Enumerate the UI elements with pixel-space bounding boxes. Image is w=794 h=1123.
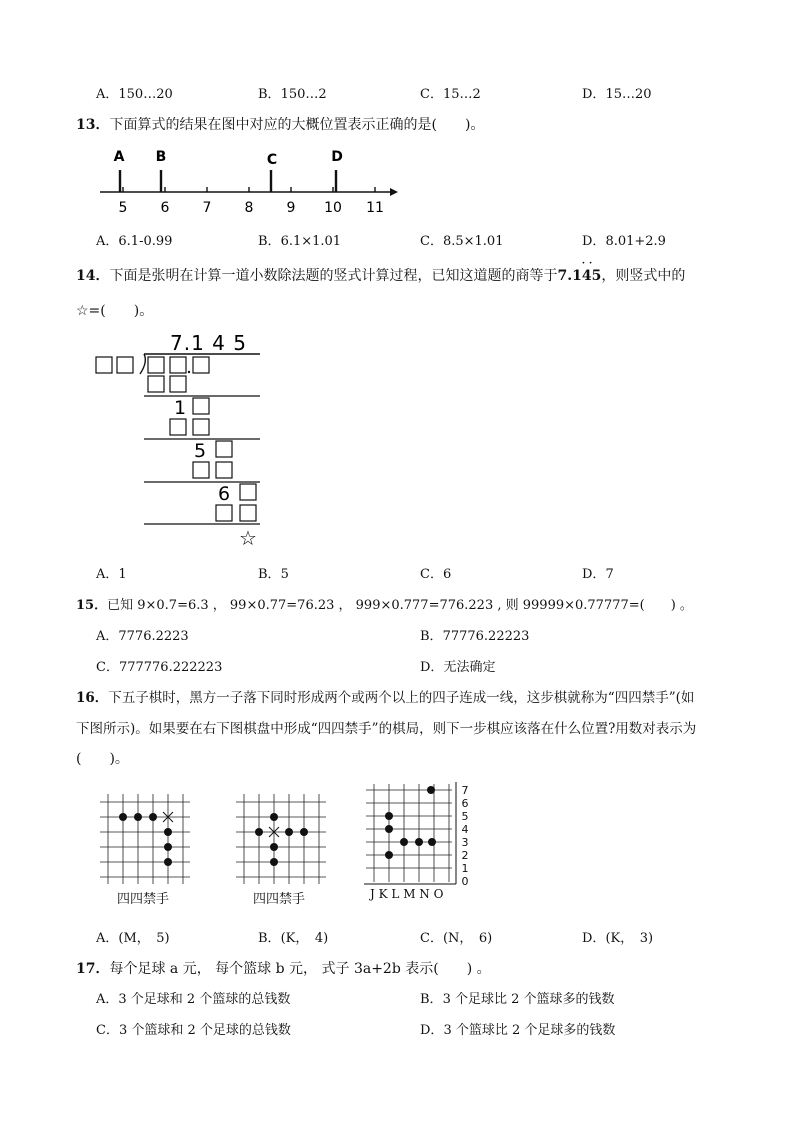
product-box — [193, 419, 209, 435]
black-stone — [415, 838, 423, 846]
divisor-box — [96, 357, 112, 373]
q12-option-a: A．150…20 — [96, 87, 173, 102]
black-stone — [270, 813, 278, 821]
dividend-box — [170, 357, 186, 373]
black-stone — [255, 828, 263, 836]
black-stone — [164, 843, 172, 851]
remainder-box — [193, 398, 209, 414]
board-grid — [366, 784, 452, 882]
gomoku-board-question — [362, 780, 472, 890]
product-box — [216, 462, 232, 478]
remainder-digit: 5 — [194, 440, 207, 462]
long-division-figure — [90, 330, 270, 552]
gomoku-board-example-2 — [232, 790, 332, 885]
tick-label: 7 — [202, 200, 212, 216]
dividend-box — [193, 357, 209, 373]
q12-option-d: D．15…20 — [582, 87, 652, 102]
q15-option-c: C．777776.222223 — [96, 660, 223, 675]
tick-label: 8 — [244, 200, 254, 216]
dividend-box — [148, 357, 164, 373]
q13-stem: 13．下面算式的结果在图中对应的大概位置表示正确的是( )。 — [76, 117, 485, 133]
q15-option-a: A．7776.2223 — [96, 629, 189, 644]
division-bracket — [140, 354, 145, 374]
row-label: 1 — [461, 862, 469, 875]
q13-option-c: C．8.5×1.01 — [420, 234, 504, 249]
remainder-box — [240, 484, 256, 500]
tick-label: 6 — [160, 200, 170, 216]
product-box — [193, 462, 209, 478]
q16-stem-line2: 下图所示)。如果要在右下图棋盘中形成“四四禁手”的棋局，则下一步棋应该落在什么位置?用数对表示为 — [76, 721, 697, 737]
tick-label: 10 — [324, 200, 342, 216]
product-box — [148, 376, 164, 392]
black-stone — [385, 851, 393, 859]
quotient-value: 7.1 ·· 45 — [557, 259, 602, 284]
black-stone — [270, 843, 278, 851]
black-stone — [385, 812, 393, 820]
q16-stem-line3: ( )。 — [76, 751, 129, 767]
quotient-digits: 7.1 4 5 — [170, 331, 247, 355]
black-stone — [164, 858, 172, 866]
q17-option-a: A．3 个足球和 2 个篮球的总钱数 — [96, 992, 291, 1007]
marker-c-label: C — [266, 152, 278, 168]
board-grid — [236, 794, 326, 884]
q15-stem: 15．已知 9×0.7=6.3 ， 99×0.77=76.23 ， 999×0.777=776.223 , 则 99999×0.77777=( ) 。 — [76, 598, 693, 613]
product-box — [170, 419, 186, 435]
black-stone — [164, 828, 172, 836]
q15-option-b: B．77776.22223 — [420, 629, 530, 644]
product-box — [216, 505, 232, 521]
q17-stem: 17．每个足球 a 元， 每个篮球 b 元， 式子 3a+2b 表示( ) 。 — [76, 961, 491, 977]
tick-label: 9 — [286, 200, 296, 216]
q14-option-c: C．6 — [420, 567, 452, 582]
black-stone — [270, 858, 278, 866]
number-line-arrow — [390, 188, 398, 196]
product-box — [240, 505, 256, 521]
row-label: 7 — [461, 784, 469, 797]
q14-stem: 14．下面是张明在计算一道小数除法题的竖式计算过程，已知这道题的商等于7.1 ·· 45，则竖式中的 — [76, 259, 686, 284]
black-stone — [149, 813, 157, 821]
black-stone — [300, 828, 308, 836]
gomoku-board-example-1 — [96, 790, 196, 885]
q14-option-b: B．5 — [258, 567, 289, 582]
row-coordinate-labels — [458, 784, 472, 888]
q12-option-c: C．15…2 — [420, 87, 481, 102]
decimal-point — [188, 371, 190, 373]
product-box — [170, 376, 186, 392]
marker-d-label: D — [331, 149, 343, 165]
divisor-box — [117, 357, 133, 373]
remainder-digit: 6 — [218, 483, 231, 505]
q16-option-d: D．(K， 3) — [582, 931, 654, 946]
q13-option-a: A．6.1-0.99 — [96, 234, 173, 249]
q17-option-b: B．3 个足球比 2 个篮球多的钱数 — [420, 992, 615, 1007]
black-stone — [119, 813, 127, 821]
row-label: 5 — [461, 810, 469, 823]
number-line-figure — [95, 140, 405, 220]
tick-label: 11 — [366, 200, 384, 216]
board-caption-2: 四四禁手 — [253, 892, 306, 907]
q15-option-d: D．无法确定 — [420, 660, 496, 675]
q14-stem-line2: ☆=( )。 — [76, 303, 154, 319]
star-icon: ☆ — [239, 526, 257, 550]
black-stone — [134, 813, 142, 821]
black-stone — [428, 838, 436, 846]
marker-b-label: B — [155, 149, 167, 165]
board-grid — [100, 794, 190, 884]
remainder-box — [216, 441, 232, 457]
q16-stem-line1: 16．下五子棋时，黑方一子落下同时形成两个或两个以上的四子连成一线，这步棋就称为“四四禁手”(如 — [76, 690, 695, 706]
q16-option-a: A．(M， 5) — [96, 931, 170, 946]
row-label: 2 — [461, 849, 469, 862]
q12-option-b: B．150…2 — [258, 87, 327, 102]
remainder-digit: 1 — [174, 397, 187, 419]
q14-option-d: D．7 — [582, 567, 614, 582]
black-stone — [385, 825, 393, 833]
row-label: 4 — [461, 823, 469, 836]
column-coordinate-labels: J K L M N O — [370, 887, 444, 901]
q16-option-c: C．(N， 6) — [420, 931, 493, 946]
black-stone — [427, 786, 435, 794]
q17-option-c: C．3 个篮球和 2 个足球的总钱数 — [96, 1023, 291, 1038]
black-stone — [400, 838, 408, 846]
q13-option-b: B．6.1×1.01 — [258, 234, 342, 249]
tick-label: 5 — [118, 200, 128, 216]
row-label: 0 — [461, 875, 469, 888]
repeating-digits: ·· 45 — [581, 259, 602, 284]
marker-a-label: A — [113, 149, 125, 165]
row-label: 3 — [461, 836, 469, 849]
row-label: 6 — [461, 797, 469, 810]
repeat-dots-icon: ·· — [581, 259, 597, 269]
q16-option-b: B．(K， 4) — [258, 931, 329, 946]
board-caption-1: 四四禁手 — [117, 892, 170, 907]
black-stone — [285, 828, 293, 836]
q13-option-d: D．8.01+2.9 — [582, 234, 666, 249]
q14-option-a: A．1 — [96, 567, 127, 582]
q17-option-d: D．3 个篮球比 2 个足球多的钱数 — [420, 1023, 616, 1038]
